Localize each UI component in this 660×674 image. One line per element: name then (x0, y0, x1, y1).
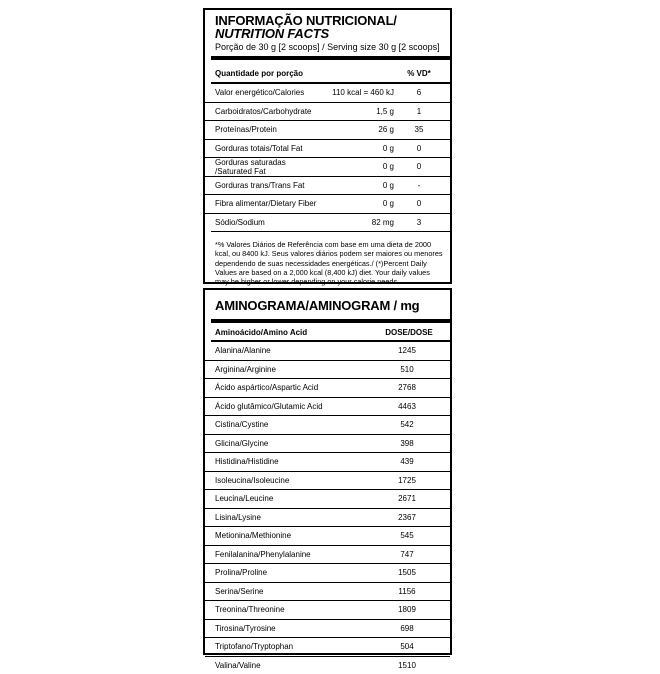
amino-row (205, 656, 450, 674)
header-dose: DOSE/DOSE (374, 328, 444, 337)
amino-acid-dose: 439 (372, 457, 442, 466)
nutrient-amount: 0 g (324, 144, 394, 153)
nutrient-daily-value: 35 (394, 125, 444, 134)
amino-acid-dose: 4463 (372, 402, 442, 411)
amino-row (205, 471, 450, 490)
nutrient-amount: 0 g (324, 181, 394, 190)
amino-acid-label: Histidina/Histidine (215, 457, 372, 466)
amino-acid-label: Lisina/Lysine (215, 513, 372, 522)
nutrient-label: Gorduras trans/Trans Fat (215, 181, 324, 190)
amino-acid-dose: 398 (372, 439, 442, 448)
amino-acid-label: Ácido glutâmico/Glutamic Acid (215, 402, 372, 411)
amino-acid-dose: 504 (372, 642, 442, 651)
nutrient-label: Sódio/Sodium (215, 218, 324, 227)
nutrient-amount: 110 kcal = 460 kJ (324, 88, 394, 97)
amino-acid-label: Glicina/Glycine (215, 439, 372, 448)
amino-row (205, 545, 450, 564)
amino-acid-dose: 698 (372, 624, 442, 633)
nutrient-amount: 0 g (324, 199, 394, 208)
amino-acid-label: Metionina/Methionine (215, 531, 372, 540)
amino-acid-label: Arginina/Arginine (215, 365, 372, 374)
header-amino-acid: Aminoácido/Amino Acid (215, 328, 374, 337)
amino-row (205, 342, 450, 360)
amino-acid-label: Alanina/Alanine (215, 346, 372, 355)
amino-acid-dose: 2367 (372, 513, 442, 522)
amino-row (205, 619, 450, 638)
nutrition-title-en: NUTRITION FACTS (215, 27, 444, 40)
amino-row (205, 397, 450, 416)
amino-acid-dose: 747 (372, 550, 442, 559)
nutrient-label: Gorduras saturadas /Saturated Fat (215, 158, 324, 176)
nutrient-label: Fibra alimentar/Dietary Fiber (215, 199, 324, 208)
amino-acid-label: Serina/Serine (215, 587, 372, 596)
nutrient-daily-value: 0 (394, 144, 444, 153)
aminogram-panel (203, 288, 452, 655)
nutrition-row (205, 157, 450, 176)
header-vd: % VD* (394, 69, 444, 78)
amino-acid-dose: 510 (372, 365, 442, 374)
nutrition-row (205, 120, 450, 139)
amino-acid-label: Fenilalanina/Phenylalanine (215, 550, 372, 559)
amino-acid-label: Isoleucina/Isoleucine (215, 476, 372, 485)
nutrition-row (205, 139, 450, 158)
nutrient-amount: 1,5 g (324, 107, 394, 116)
amino-acid-label: Treonina/Threonine (215, 605, 372, 614)
amino-acid-dose: 1809 (372, 605, 442, 614)
amino-acid-label: Tirosina/Tyrosine (215, 624, 372, 633)
nutrition-title (205, 10, 450, 40)
nutrient-daily-value: 6 (394, 88, 444, 97)
amino-row (205, 563, 450, 582)
nutrient-label: Proteínas/Protein (215, 125, 324, 134)
nutrition-row (205, 176, 450, 195)
nutrient-amount: 82 mg (324, 218, 394, 227)
nutrient-label: Gorduras totais/Total Fat (215, 144, 324, 153)
amino-acid-dose: 1245 (372, 346, 442, 355)
nutrient-daily-value: 3 (394, 218, 444, 227)
amino-acid-dose: 1156 (372, 587, 442, 596)
amino-row (205, 489, 450, 508)
amino-row (205, 600, 450, 619)
nutrition-footnote: *% Valores Diários de Referência com base em uma dieta de 2000 kcal, ou 8400 kJ. Seus valores diários podem ser maiores ou menores dependendo de suas necessidades energéticas./ (*)Percent Daily Values are based on a 2,000 kcal (8,400 kJ) diet. Your daily values may be higher or lower depending on your calorie needs. (205, 232, 450, 286)
nutrition-row (205, 213, 450, 232)
nutrient-amount: 26 g (324, 125, 394, 134)
amino-acid-label: Ácido aspártico/Aspartic Acid (215, 383, 372, 392)
nutrient-daily-value: 0 (394, 199, 444, 208)
amino-acid-dose: 2768 (372, 383, 442, 392)
nutrition-row (205, 194, 450, 213)
amino-acid-dose: 2671 (372, 494, 442, 503)
nutrition-row (205, 84, 450, 102)
aminogram-title: AMINOGRAMA/AMINOGRAM / mg (205, 290, 450, 313)
amino-acid-dose: 1510 (372, 661, 442, 670)
header-quantity: Quantidade por porção (215, 69, 394, 78)
nutrient-amount: 0 g (324, 162, 394, 171)
amino-row (205, 582, 450, 601)
amino-acid-label: Cistina/Cystine (215, 420, 372, 429)
nutrition-row (205, 102, 450, 121)
amino-acid-label: Prolina/Proline (215, 568, 372, 577)
nutrient-label: Carboidratos/Carbohydrate (215, 107, 324, 116)
amino-row (205, 434, 450, 453)
nutrition-facts-panel (203, 8, 452, 284)
amino-acid-label: Valina/Valine (215, 661, 372, 670)
amino-row (205, 415, 450, 434)
serving-size: Porção de 30 g [2 scoops] / Serving size 30 g [2 scoops] (205, 40, 450, 52)
nutrient-daily-value: 0 (394, 162, 444, 171)
amino-row (205, 378, 450, 397)
nutrient-daily-value: - (394, 181, 444, 190)
amino-row (205, 526, 450, 545)
amino-acid-label: Leucina/Leucine (215, 494, 372, 503)
aminogram-header (205, 323, 450, 337)
nutrition-rows (205, 84, 450, 231)
amino-acid-dose: 1725 (372, 476, 442, 485)
nutrient-label: Valor energético/Calories (215, 88, 324, 97)
amino-acid-dose: 545 (372, 531, 442, 540)
nutrition-header (205, 60, 450, 78)
amino-acid-label: Triptofano/Tryptophan (215, 642, 372, 651)
aminogram-rows (205, 342, 450, 674)
amino-row (205, 360, 450, 379)
nutrient-daily-value: 1 (394, 107, 444, 116)
amino-acid-dose: 542 (372, 420, 442, 429)
amino-row (205, 508, 450, 527)
amino-acid-dose: 1505 (372, 568, 442, 577)
nutrition-title-pt: INFORMAÇÃO NUTRICIONAL/ (215, 14, 444, 27)
amino-row (205, 452, 450, 471)
amino-row (205, 637, 450, 656)
